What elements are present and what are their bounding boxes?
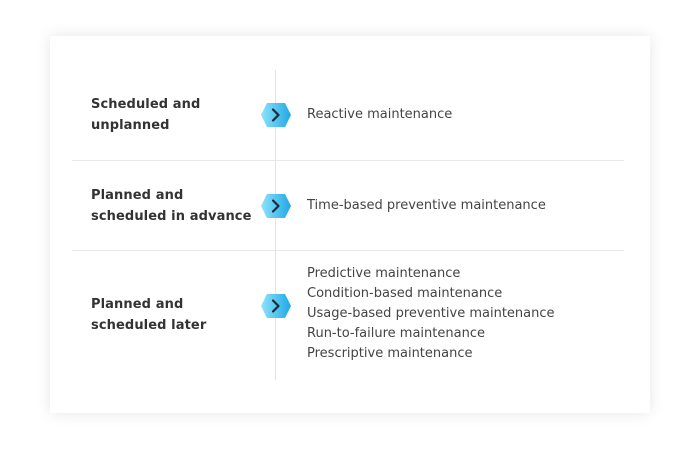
row-label-line: Planned and [91,297,184,312]
maintenance-table-card [50,36,650,413]
row-label-line: Scheduled and [91,97,201,112]
row-label-planned-later [91,294,206,336]
row-label-line: scheduled in advance [91,209,252,224]
row-items-list [307,196,546,216]
row-label-line: Planned and [91,188,184,203]
list-item: Prescriptive maintenance [307,346,473,361]
list-item: Usage-based preventive maintenance [307,306,555,321]
list-item: Predictive maintenance [307,266,461,281]
chevron-right-icon [261,193,291,219]
list-item: Time-based preventive maintenance [307,198,546,213]
row-separator [72,250,624,251]
list-item: Run-to-failure maintenance [307,326,485,341]
list-item: Condition-based maintenance [307,286,503,301]
row-label-scheduled-unplanned [91,94,200,136]
row-label-line: unplanned [91,118,170,133]
chevron-right-icon [261,293,291,319]
row-items-list [307,264,555,364]
row-separator [72,160,624,161]
row-label-planned-advance [91,185,252,227]
list-item: Reactive maintenance [307,107,453,122]
row-label-line: scheduled later [91,318,207,333]
chevron-right-icon [261,102,291,128]
row-items-list [307,105,452,125]
